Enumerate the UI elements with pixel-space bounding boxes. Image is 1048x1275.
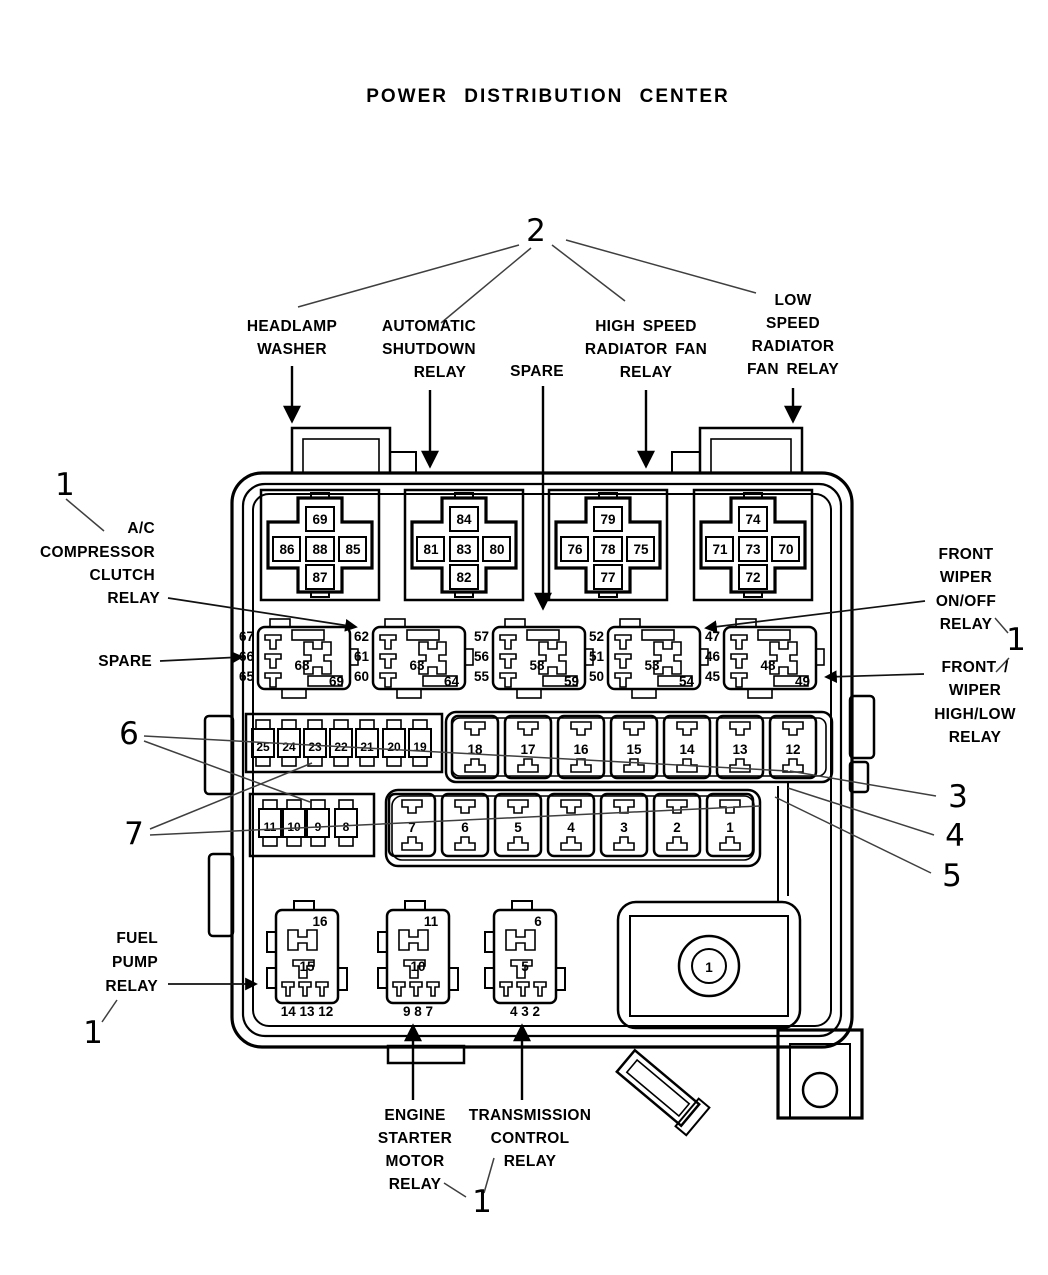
pin-number: 70 xyxy=(778,542,794,557)
relay-row-bottom xyxy=(267,901,565,1019)
fuse-number: 25 xyxy=(256,740,270,754)
label-starter-relay-3: MOTOR xyxy=(385,1153,445,1170)
fuse-number: 18 xyxy=(467,742,483,757)
label-fuel-pump-relay: FUEL xyxy=(116,930,158,947)
pin-number: 45 xyxy=(704,669,720,684)
fuse-number: 9 xyxy=(314,820,322,834)
pin-number: 81 xyxy=(423,542,439,557)
pin-number: 5 xyxy=(521,959,529,974)
pin-number: 16 xyxy=(312,914,328,929)
bracket-hole xyxy=(803,1073,837,1107)
pin-number: 85 xyxy=(345,542,361,557)
callout-6: 6 xyxy=(119,716,139,752)
pin-number: 71 xyxy=(712,542,728,557)
pin-number: 77 xyxy=(600,570,616,585)
label-ac-relay-3: CLUTCH xyxy=(89,567,155,584)
fuse-number: 3 xyxy=(620,820,628,835)
pin-number: 88 xyxy=(312,542,328,557)
pin-number: 80 xyxy=(489,542,505,557)
pin-number-row: 9 8 7 xyxy=(402,1004,434,1019)
fuse-number: 17 xyxy=(520,742,536,757)
label-high-speed-fan-relay: HIGH SPEED xyxy=(595,318,697,335)
tcm-relay-cavity xyxy=(485,901,565,1003)
label-wiper-hilo-relay: FRONT / xyxy=(941,659,1009,676)
pin-number: 50 xyxy=(588,669,604,684)
pin-number: 58 xyxy=(529,658,545,673)
label-spare-left: SPARE xyxy=(98,653,152,670)
top-tab-left xyxy=(292,428,390,473)
relay-row-top xyxy=(261,490,812,600)
pin-number: 46 xyxy=(704,649,720,664)
label-high-speed-fan-relay-2: RADIATOR FAN xyxy=(584,341,708,358)
pin-number: 87 xyxy=(312,570,328,585)
label-fuel-pump-relay-3: RELAY xyxy=(105,978,158,995)
callout-1-ac: 1 xyxy=(55,467,75,503)
callout-5: 5 xyxy=(942,858,962,894)
label-tcm-relay: TRANSMISSION xyxy=(468,1107,592,1124)
fuse-number: 7 xyxy=(408,820,416,835)
fuse-area xyxy=(246,712,832,866)
top-labels xyxy=(247,292,840,381)
label-wiper-hilo-relay-3: HIGH/LOW xyxy=(934,706,1016,723)
pin-number: 60 xyxy=(353,669,369,684)
fuse-number: 24 xyxy=(282,740,296,754)
label-wiper-hilo-relay-4: RELAY xyxy=(948,729,1002,746)
pin-number: 66 xyxy=(238,649,254,664)
fuse-number: 11 xyxy=(263,820,277,834)
fuse-number: 21 xyxy=(360,740,374,754)
callout-1-fuel: 1 xyxy=(83,1015,103,1051)
label-headlamp-washer-2: WASHER xyxy=(257,341,327,358)
pin-number: 65 xyxy=(238,669,254,684)
label-wiper-onoff-relay-3: ON/OFF xyxy=(935,593,997,610)
page-title: POWER DISTRIBUTION CENTER xyxy=(366,86,730,107)
label-wiper-onoff-relay-4: RELAY xyxy=(939,616,993,633)
fuel-pump-callout xyxy=(83,930,256,1051)
label-low-speed-fan-relay-4: FAN RELAY xyxy=(746,361,840,378)
pin-number: 78 xyxy=(600,542,616,557)
pin-number: 72 xyxy=(745,570,761,585)
pin-number: 73 xyxy=(745,542,761,557)
pin-number: 47 xyxy=(704,629,720,644)
top-label-arrows xyxy=(292,366,793,608)
pin-number: 48 xyxy=(760,658,776,673)
fuse-number: 8 xyxy=(342,820,350,834)
callout-4: 4 xyxy=(945,818,965,854)
label-headlamp-washer: HEADLAMP xyxy=(246,318,338,335)
pin-number: 69 xyxy=(328,674,344,689)
pin-number: 84 xyxy=(456,512,472,527)
label-low-speed-fan-relay-3: RADIATOR xyxy=(751,338,835,355)
fuel-pump-relay-cavity xyxy=(267,901,347,1003)
pin-number: 67 xyxy=(238,629,254,644)
label-wiper-onoff-relay: FRONT xyxy=(938,546,994,563)
callout-2-leader-lines xyxy=(298,240,756,323)
label-low-speed-fan-relay: LOW xyxy=(774,292,812,309)
pin-number: 75 xyxy=(633,542,649,557)
fuse-number: 6 xyxy=(461,820,469,835)
top-tab-right xyxy=(700,428,802,473)
fuse-number: 10 xyxy=(287,820,301,834)
pin-number: 83 xyxy=(456,542,472,557)
pin-number: 74 xyxy=(745,512,761,527)
pin-number: 53 xyxy=(644,658,660,673)
pin-number: 6 xyxy=(534,914,542,929)
label-tcm-relay-3: RELAY xyxy=(503,1153,557,1170)
pin-number: 51 xyxy=(588,649,604,664)
pin-number: 11 xyxy=(423,914,439,929)
pin-number: 76 xyxy=(567,542,583,557)
interior-structures xyxy=(614,781,862,1135)
pin-number: 10 xyxy=(410,959,426,974)
fuse-number: 15 xyxy=(626,742,642,757)
label-auto-shutdown-relay-2: SHUTDOWN xyxy=(382,341,476,358)
side-lug-left-upper xyxy=(205,716,233,794)
label-spare-top: SPARE xyxy=(510,363,564,380)
fuse-number: 13 xyxy=(732,742,748,757)
label-starter-relay-4: RELAY xyxy=(388,1176,442,1193)
callout-2: 2 xyxy=(526,213,546,249)
label-auto-shutdown-relay-3: RELAY xyxy=(413,364,467,381)
label-ac-relay-2: COMPRESSOR xyxy=(40,544,155,561)
pin-number: 15 xyxy=(299,959,315,974)
pin-number: 56 xyxy=(473,649,489,664)
label-fuel-pump-relay-2: PUMP xyxy=(112,954,158,971)
fuse-number: 14 xyxy=(679,742,695,757)
fuse-number: 23 xyxy=(308,740,322,754)
fuse-number: 4 xyxy=(567,820,575,835)
fuse-number: 20 xyxy=(387,740,401,754)
label-low-speed-fan-relay-2: SPEED xyxy=(765,315,821,332)
pin-number: 63 xyxy=(409,658,425,673)
label-wiper-hilo-relay-2: WIPER xyxy=(948,682,1002,699)
callout-3: 3 xyxy=(948,779,968,815)
fuse-number: 2 xyxy=(673,820,681,835)
pin-number: 68 xyxy=(294,658,310,673)
fuse-number: 5 xyxy=(514,820,522,835)
fuse-number: 22 xyxy=(334,740,348,754)
pin-number: 49 xyxy=(794,674,810,689)
pin-number: 55 xyxy=(473,669,489,684)
pin-number: 69 xyxy=(312,512,328,527)
label-starter-relay-2: STARTER xyxy=(377,1130,453,1147)
fuse-number: 12 xyxy=(785,742,801,757)
pin-number: 61 xyxy=(353,649,369,664)
pin-number-row: 4 3 2 xyxy=(509,1004,541,1019)
pin-number: 86 xyxy=(279,542,295,557)
starter-relay-cavity xyxy=(378,901,458,1003)
fuse-number: 19 xyxy=(413,740,427,754)
label-ac-relay: A/C xyxy=(127,520,155,537)
side-lug-left-lower xyxy=(209,854,233,936)
pin-number-row: 14 13 12 xyxy=(280,1004,334,1019)
relay-row-mid xyxy=(239,619,824,698)
diagonal-connector xyxy=(614,1047,709,1135)
callout-1-wiper: 1 xyxy=(1006,622,1026,658)
label-wiper-onoff-relay-2: WIPER xyxy=(939,569,993,586)
label-tcm-relay-2: CONTROL xyxy=(490,1130,570,1147)
pin-number: 54 xyxy=(678,674,694,689)
label-high-speed-fan-relay-3: RELAY xyxy=(619,364,673,381)
callout-1-bottom: 1 xyxy=(472,1184,492,1220)
pin-number: 82 xyxy=(456,570,472,585)
pin-number: 52 xyxy=(588,629,604,644)
fuse-number: 16 xyxy=(573,742,589,757)
label-starter-relay: ENGINE xyxy=(384,1107,446,1124)
stud-number: 1 xyxy=(705,960,713,975)
pin-number: 79 xyxy=(600,512,616,527)
bottom-callouts xyxy=(378,1026,591,1220)
pin-number: 64 xyxy=(443,674,459,689)
callout-7: 7 xyxy=(124,816,144,852)
pin-number: 62 xyxy=(353,629,369,644)
pin-number: 57 xyxy=(473,629,489,644)
pin-number: 59 xyxy=(563,674,579,689)
label-ac-relay-4: RELAY xyxy=(107,590,160,607)
label-auto-shutdown-relay: AUTOMATIC xyxy=(381,318,477,335)
fuse-number: 1 xyxy=(726,820,734,835)
